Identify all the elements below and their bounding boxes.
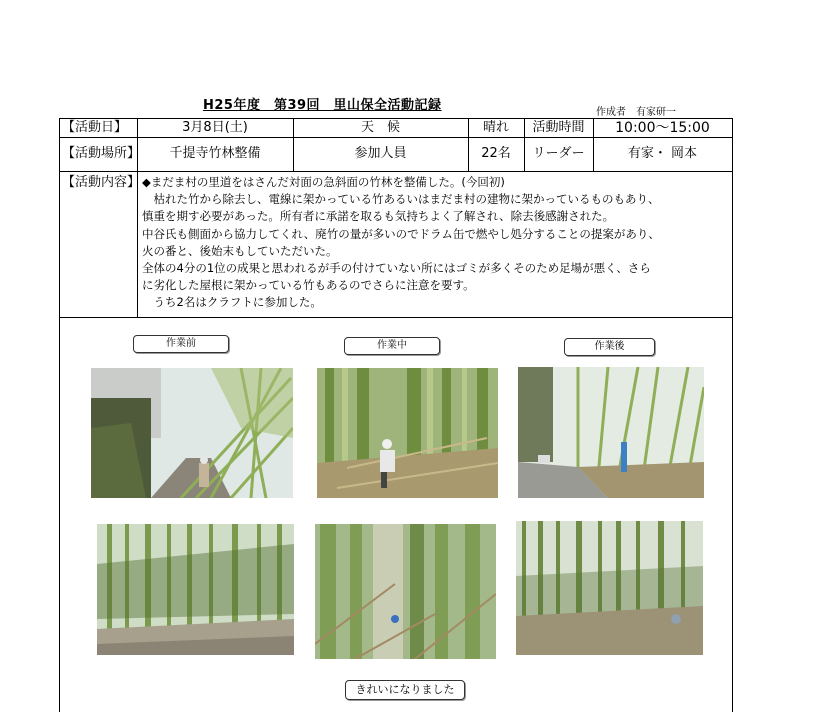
weather-value: 晴れ <box>482 120 509 135</box>
time-value: 10:00〜15:00 <box>615 120 710 136</box>
activity-content <box>142 174 727 312</box>
content-line: 全体の4分の1位の成果と思われるが手の付けていない所にはゴミが多くそのため足場が悪く、さら <box>142 261 651 276</box>
content-line: 火の番と、後始末もしていただいた。 <box>142 243 338 258</box>
content-line: ◆まだま村の里道をはさんだ対面の急斜面の竹林を整備した。(今回初) <box>142 175 505 189</box>
page-title: H25年度 第39回 里山保全活動記録 <box>203 98 442 113</box>
caption-clean: きれいになりました <box>345 680 465 700</box>
people-value: 22名 <box>481 146 511 161</box>
leader-value: 有家・ 岡本 <box>627 146 698 161</box>
content-line: 中谷氏も側面から協力してくれ、廃竹の量が多いのでドラム缶で燃やし処分することの提案があり、 <box>142 226 660 241</box>
photo-before-1 <box>91 368 293 498</box>
author: 作成者 有家研一 <box>596 107 676 118</box>
photo-after-1 <box>518 367 704 498</box>
photo-during-1 <box>317 368 498 498</box>
content-line: 慎重を期す必要があった。所有者に承諾を取るも気持ちよく了解され、除去後感謝された。 <box>142 209 615 224</box>
date-label: 【活動日】 <box>62 120 128 135</box>
content-line: うち2名はクラフトに参加した。 <box>142 295 322 310</box>
photo-after-2 <box>516 521 703 655</box>
weather-label: 天 候 <box>360 120 400 135</box>
content-label: 【活動内容】 <box>62 175 141 190</box>
photo-during-2 <box>315 524 496 659</box>
label-before: 作業前 <box>133 335 229 353</box>
place-label: 【活動場所】 <box>62 146 141 161</box>
label-during: 作業中 <box>344 337 440 355</box>
label-after: 作業後 <box>564 338 655 356</box>
date-value: 3月8日(土) <box>182 120 248 135</box>
time-label: 活動時間 <box>532 120 585 135</box>
people-label: 参加人員 <box>354 146 407 161</box>
content-line: 枯れた竹から除去し、電線に架かっている竹あるいはまだま村の建物に架かっているものもあり、 <box>142 192 660 207</box>
photo-before-2 <box>97 524 294 655</box>
leader-label: リーダー <box>532 146 585 161</box>
place-value: 千提寺竹林整備 <box>169 146 261 161</box>
content-line: に劣化した屋根に架かっている竹もあるのでさらに注意を要す。 <box>142 278 475 293</box>
